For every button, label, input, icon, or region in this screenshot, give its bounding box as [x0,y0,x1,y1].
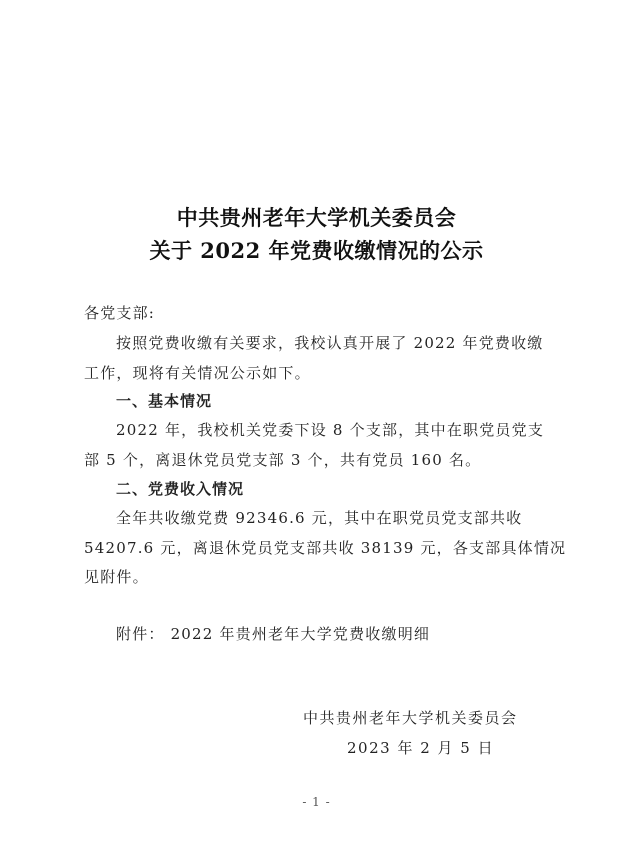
document-title-line1: 中共贵州老年大学机关委员会 [176,205,457,230]
section2-heading: 二、党费收入情况 [116,480,245,498]
section2-paragraph-line3: 见附件。 [84,568,149,586]
signature-organization: 中共贵州老年大学机关委员会 [303,709,518,727]
section1-paragraph-line2: 部 5 个，离退休党员党支部 3 个，共有党员 160 名。 [84,451,482,469]
section2-paragraph-line1: 全年共收缴党费 92346.6 元，其中在职党员党支部共收 [116,509,523,527]
section2-paragraph-line2: 54207.6 元，离退休党员党支部共收 38139 元，各支部具体情况 [84,539,567,557]
intro-paragraph-line2: 工作，现将有关情况公示如下。 [84,364,311,382]
document-title-line2: 关于 2022 年党费收缴情况的公示 [149,238,484,263]
attachment-note: 附件： 2022 年贵州老年大学党费收缴明细 [116,625,431,643]
page-number: - 1 - [302,795,331,809]
salutation: 各党支部: [84,304,156,322]
section1-heading: 一、基本情况 [116,392,213,410]
intro-paragraph-line1: 按照党费收缴有关要求，我校认真开展了 2022 年党费收缴 [116,334,544,352]
signature-date: 2023 年 2 月 5 日 [347,739,495,757]
section1-paragraph-line1: 2022 年，我校机关党委下设 8 个支部，其中在职党员党支 [116,421,545,439]
